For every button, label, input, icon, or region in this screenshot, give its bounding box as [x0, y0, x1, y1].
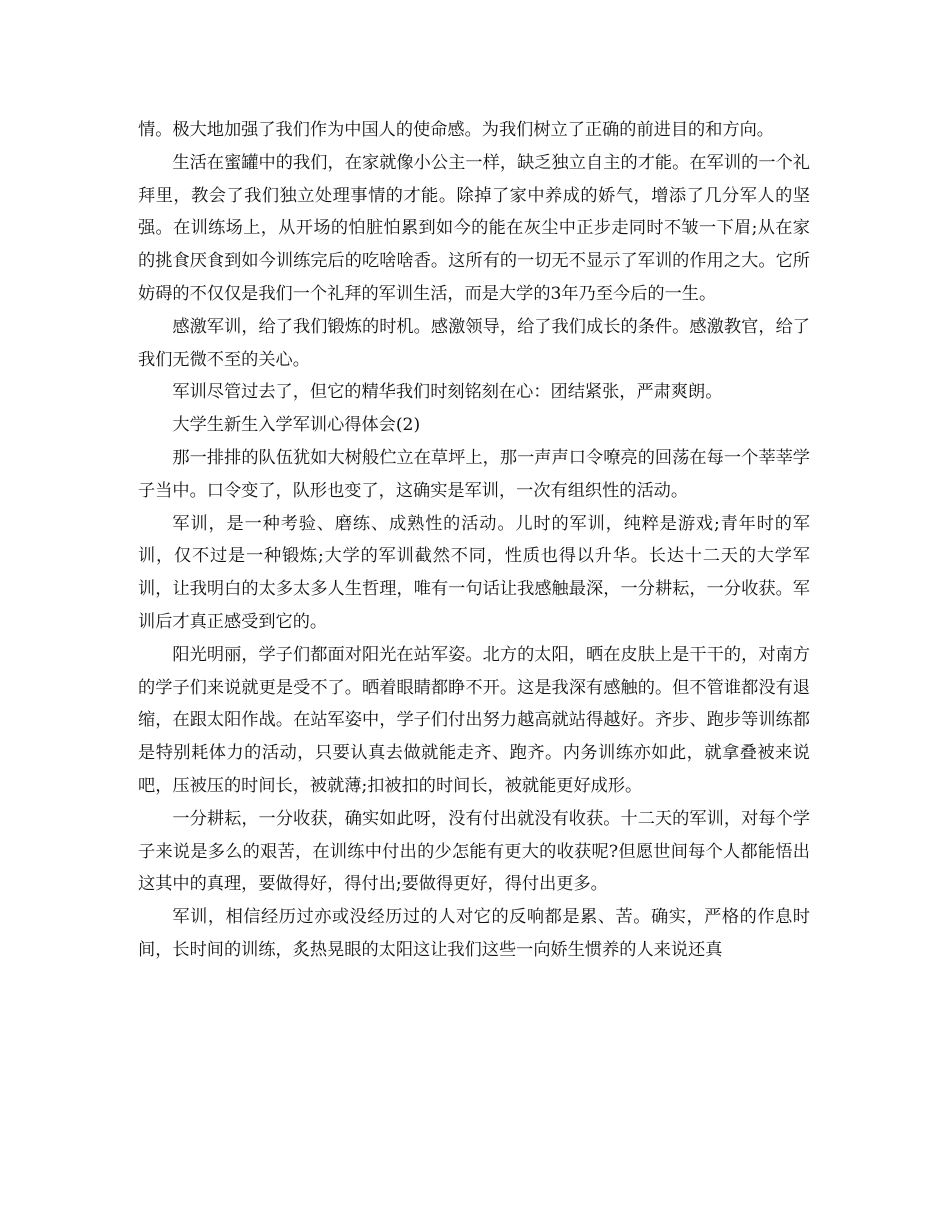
paragraph-continuation: 情。极大地加强了我们作为中国人的使命感。为我们树立了正确的前进目的和方向。	[138, 120, 774, 140]
section-heading: 大学生新生入学军训心得体会(2)	[172, 415, 421, 436]
paragraph-effort: 一分耕耘，一分收获，确实如此呀，没有付出就没有收获。十二天的军训，对每个学子来说是多么的艰苦，在训练中付出的少怎能有更大的收获呢?但愿世间每个人都能悟出这其中的真理，要做得好，得付出;要做得更好，得付出更多。	[138, 808, 810, 895]
paragraph-gratitude: 感激军训，给了我们锻炼的时机。感激领导，给了我们成长的条件。感激教官，给了我们无微不至的关心。	[138, 316, 810, 370]
paragraph-test: 军训，是一种考验、磨练、成熟性的活动。儿时的军训，纯粹是游戏;青年时的军训，仅不过是一种锻炼;大学的军训截然不同，性质也得以升华。长达十二天的大学军训，让我明白的太多太多人生哲理，唯有一句话让我感触最深，一分耕耘，一分收获。军训后才真正感受到它的。	[138, 513, 810, 632]
paragraph-essence: 军训尽管过去了，但它的精华我们时刻铭刻在心：团结紧张，严肃爽朗。	[172, 382, 723, 403]
document-body	[138, 114, 810, 967]
paragraph-sunshine: 阳光明丽，学子们都面对阳光在站军姿。北方的太阳，晒在皮肤上是干干的，对南方的学子们来说就更是受不了。晒着眼睛都睁不开。这是我深有感触的。但不管谁都没有退缩，在跟太阳作战。在站军姿中，学子们付出努力越高就站得越好。齐步、跑步等训练都是特别耗体力的活动，只要认真去做就能走齐、跑齐。内务训练亦如此，就拿叠被来说吧，压被压的时间长，被就薄;扣被扣的时间长，被就能更好成形。	[138, 644, 810, 796]
paragraph-formation: 那一排排的队伍犹如大树般伫立在草坪上，那一声声口令嘹亮的回荡在每一个莘莘学子当中。口令变了，队形也变了，这确实是军训，一次有组织性的活动。	[138, 447, 810, 501]
paragraph-hardship: 军训，相信经历过亦或没经历过的人对它的反响都是累、苦。确实，严格的作息时间，长时间的训练，炙热晃眼的太阳这让我们这些一向娇生惯养的人来说还真	[138, 907, 810, 960]
paragraph-independence: 生活在蜜罐中的我们，在家就像小公主一样，缺乏独立自主的才能。在军训的一个礼拜里，教会了我们独立处理事情的才能。除掉了家中养成的娇气，增添了几分军人的坚强。在训练场上，从开场的怕脏怕累到如今的能在灰尘中正步走同时不皱一下眉;从在家的挑食厌食到如今训练完后的吃啥啥香。这所有的一切无不显示了军训的作用之大。它所妨碍的不仅仅是我们一个礼拜的军训生活，而是大学的3年乃至今后的一生。	[138, 152, 810, 304]
